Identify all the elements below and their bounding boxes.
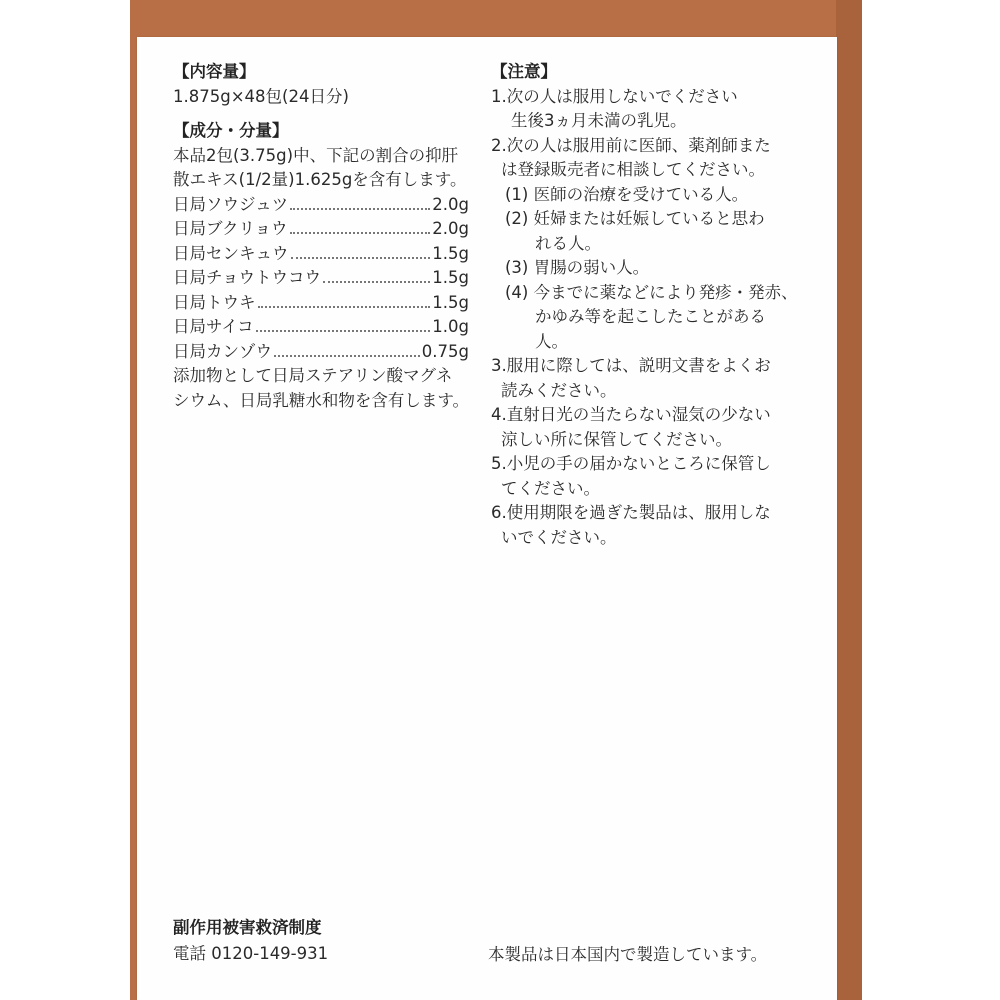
ingredient-amount: 1.5g xyxy=(432,268,469,287)
caution-item-4-cont: 涼しい所に保管してください。 xyxy=(501,429,732,449)
ingredient-name: 日局トウキ xyxy=(173,292,256,312)
relief-system-title: 副作用被害救済制度 xyxy=(173,918,322,937)
ingredient-row xyxy=(173,217,469,242)
ingredient-amount: 1.5g xyxy=(432,292,469,312)
caution-item-6: 6.使用期限を過ぎた製品は、服用しな xyxy=(491,503,771,522)
additive-line2: シウム、日局乳糖水和物を含有します。 xyxy=(173,390,470,410)
ingredient-list xyxy=(173,193,473,365)
ingredient-row xyxy=(173,340,469,365)
ingredient-row xyxy=(173,315,469,340)
made-in-japan-note: 本製品は日本国内で製造しています。 xyxy=(488,945,768,964)
ingredient-name: 日局ソウジュツ xyxy=(173,194,289,214)
caution-item-3-cont: 読みください。 xyxy=(501,380,617,400)
caution-sub-2-cont: れる人。 xyxy=(535,233,601,253)
ingredient-row xyxy=(173,291,469,316)
ingredient-name: 日局チョウトウコウ xyxy=(173,268,322,287)
ingredients-heading: 【成分・分量】 xyxy=(173,121,289,140)
contents-heading: 【内容量】 xyxy=(173,62,256,81)
dot-leader xyxy=(274,355,420,357)
ingredient-name: 日局センキュウ xyxy=(173,243,289,263)
caution-sub-4-cont2: 人。 xyxy=(535,331,568,351)
ingredient-amount: 1.5g xyxy=(432,243,469,263)
ingredients-intro-line1: 本品2包(3.75g)中、下記の割合の抑肝 xyxy=(173,145,459,165)
dot-leader xyxy=(290,208,430,210)
ingredient-row xyxy=(173,266,469,291)
caution-sub-3: (3) 胃腸の弱い人。 xyxy=(505,258,650,277)
ingredient-name: 日局カンゾウ xyxy=(173,341,272,361)
caution-item-1: 1.次の人は服用しないでください xyxy=(491,86,738,106)
relief-system-block xyxy=(173,915,328,967)
caution-sub-1: (1) 医師の治療を受けている人。 xyxy=(505,184,749,204)
package-side-shade xyxy=(836,0,862,1000)
additive-line1: 添加物として日局ステアリン酸マグネ xyxy=(173,366,453,385)
caution-item-4: 4.直射日光の当たらない湿気の少ない xyxy=(491,405,771,424)
dot-leader xyxy=(258,306,431,308)
dot-leader xyxy=(256,330,431,332)
contents-amount: 1.875g×48包(24日分) xyxy=(173,86,349,106)
dot-leader xyxy=(323,281,430,283)
caution-item-5: 5.小児の手の届かないところに保管し xyxy=(491,454,771,473)
ingredient-amount: 2.0g xyxy=(432,219,469,238)
ingredient-amount: 1.0g xyxy=(432,317,469,336)
caution-sub-4: (4) 今までに薬などにより発疹・発赤、 xyxy=(505,282,798,302)
caution-heading: 【注意】 xyxy=(491,62,557,81)
ingredient-name: 日局サイコ xyxy=(173,317,254,336)
caution-sub-2: (2) 妊婦または妊娠していると思わ xyxy=(505,209,765,228)
caution-item-3: 3.服用に際しては、説明文書をよくお xyxy=(491,356,771,375)
caution-sub-4-cont1: かゆみ等を起こしたことがある xyxy=(535,307,766,326)
caution-item-6-cont: いでください。 xyxy=(501,527,617,547)
relief-phone: 電話 0120-149-931 xyxy=(173,944,329,963)
ingredient-amount: 0.75g xyxy=(421,341,469,361)
ingredient-row xyxy=(173,193,469,218)
ingredient-amount: 2.0g xyxy=(432,194,469,214)
caution-item-1-cont: 生後3ヵ月未満の乳児。 xyxy=(511,111,687,130)
ingredient-row xyxy=(173,242,469,267)
ingredient-name: 日局ブクリョウ xyxy=(173,219,288,238)
dot-leader xyxy=(291,257,431,259)
right-column xyxy=(491,60,821,550)
caution-item-2: 2.次の人は服用前に医師、薬剤師また xyxy=(491,135,771,155)
left-column xyxy=(173,60,473,413)
dot-leader xyxy=(290,232,431,234)
caution-item-2-cont: は登録販売者に相談してください。 xyxy=(501,160,765,179)
caution-item-5-cont: てください。 xyxy=(501,478,600,498)
ingredients-intro-line2: 散エキス(1/2量)1.625gを含有します。 xyxy=(173,170,467,189)
